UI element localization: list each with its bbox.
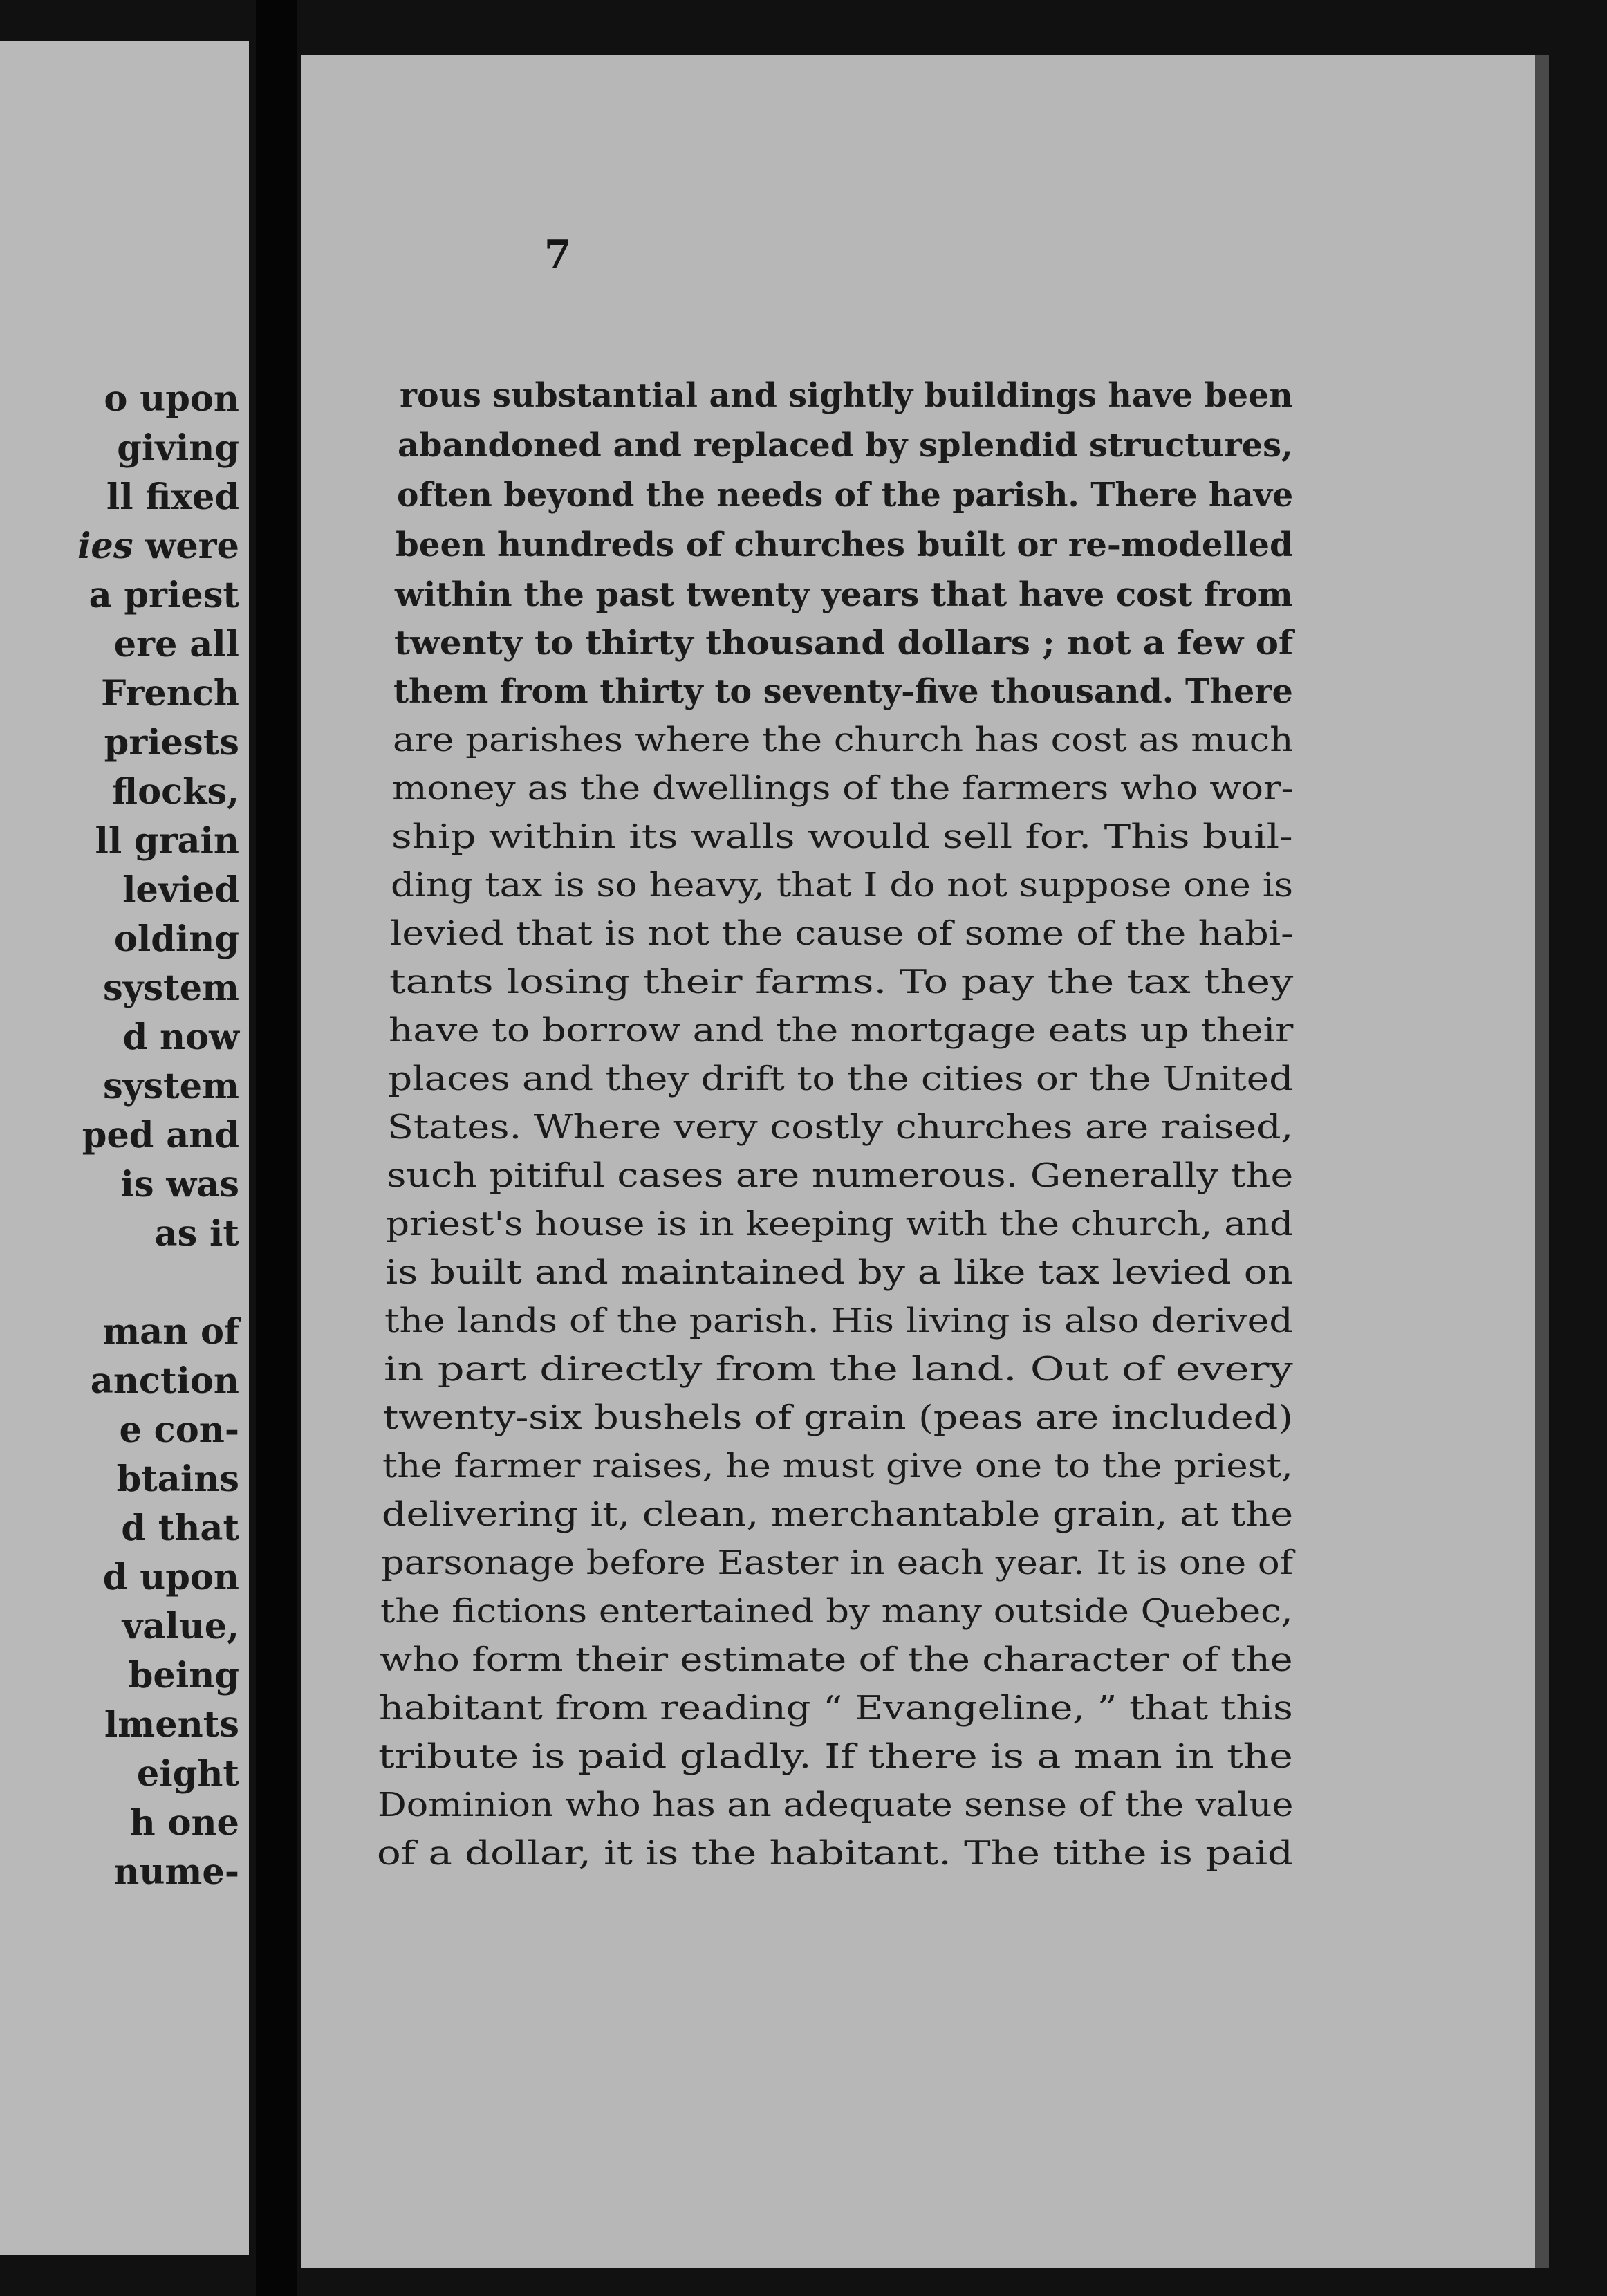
left-line bbox=[77, 526, 239, 567]
left-line: being bbox=[128, 1655, 239, 1696]
left-page-fragment bbox=[0, 41, 249, 2255]
left-line: nume- bbox=[113, 1851, 239, 1893]
left-line: ere all bbox=[113, 624, 239, 665]
text-line: twenty-six bushels of grain (peas are included) bbox=[383, 1398, 1293, 1437]
text-line: been hundreds of churches built or re-modelled bbox=[396, 526, 1293, 564]
left-line: system bbox=[102, 968, 239, 1009]
left-line: d now bbox=[122, 1017, 239, 1058]
left-line: as it bbox=[154, 1213, 239, 1255]
left-line: value, bbox=[122, 1606, 239, 1647]
text-line: priest's house is in keeping with the church, and bbox=[386, 1205, 1294, 1243]
text-line: rous substantial and sightly buildings have been bbox=[400, 376, 1293, 415]
text-line: ship within its walls would sell for. This buil- bbox=[391, 817, 1293, 856]
text-line: such pitiful cases are numerous. Generally the bbox=[387, 1156, 1294, 1195]
left-line: ll fixed bbox=[106, 476, 239, 518]
left-line: levied bbox=[122, 869, 239, 911]
left-line: d upon bbox=[102, 1557, 239, 1598]
text-line: the lands of the parish. His living is also derived bbox=[384, 1302, 1293, 1340]
text-line: tribute is paid gladly. If there is a man in the bbox=[378, 1737, 1293, 1776]
page-edge-shadow bbox=[1535, 55, 1549, 2268]
left-line: French bbox=[101, 673, 239, 714]
left-line: o upon bbox=[104, 378, 239, 420]
left-line: olding bbox=[113, 918, 239, 960]
text-line: is built and maintained by a like tax levied on bbox=[385, 1253, 1293, 1292]
left-line-rest: were bbox=[133, 526, 239, 567]
text-line: have to borrow and the mortgage eats up their bbox=[389, 1011, 1294, 1050]
left-line: anction bbox=[90, 1360, 239, 1402]
page-number: 7 bbox=[544, 232, 571, 277]
left-line: is was bbox=[120, 1164, 239, 1205]
text-line: are parishes where the church has cost as much bbox=[393, 721, 1294, 759]
text-line: places and they drift to the cities or the United bbox=[388, 1059, 1294, 1098]
text-line: them from thirty to seventy-five thousand. There bbox=[393, 672, 1293, 711]
text-line: within the past twenty years that have cost from bbox=[395, 575, 1293, 614]
text-line: delivering it, clean, merchantable grain, at the bbox=[382, 1495, 1294, 1534]
text-line: levied that is not the cause of some of the habi- bbox=[390, 914, 1294, 953]
left-line: d that bbox=[121, 1508, 239, 1549]
text-line: habitant from reading “ Evangeline, ” that this bbox=[379, 1689, 1293, 1728]
left-line: lments bbox=[104, 1704, 239, 1746]
left-line: eight bbox=[136, 1753, 239, 1795]
text-line: twenty to thirty thousand dollars ; not a few of bbox=[394, 624, 1294, 663]
left-line: system bbox=[102, 1066, 239, 1107]
left-line: a priest bbox=[89, 575, 239, 616]
text-line: ding tax is so heavy, that I do not suppose one is bbox=[391, 866, 1294, 905]
text-line: Dominion who has an adequate sense of the value bbox=[378, 1786, 1294, 1824]
text-line: abandoned and replaced by splendid structures, bbox=[398, 426, 1293, 465]
text-line: who form their estimate of the character of the bbox=[380, 1640, 1293, 1679]
text-line: money as the dwellings of the farmers who wor- bbox=[392, 769, 1294, 808]
text-line: States. Where very costly churches are raised, bbox=[387, 1108, 1294, 1147]
left-line-italic: ies bbox=[77, 526, 133, 567]
left-line: btains bbox=[116, 1459, 239, 1500]
text-line: the farmer raises, he must give one to the priest, bbox=[382, 1447, 1293, 1485]
text-line: often beyond the needs of the parish. There have bbox=[397, 476, 1294, 515]
left-line: ll grain bbox=[95, 820, 239, 862]
text-line: of a dollar, it is the habitant. The tithe is paid bbox=[377, 1834, 1293, 1873]
left-line: ped and bbox=[82, 1115, 239, 1156]
text-line: in part directly from the land. Out of every bbox=[384, 1350, 1293, 1389]
text-line: tants losing their farms. To pay the tax they bbox=[389, 963, 1294, 1001]
left-line: flocks, bbox=[112, 771, 239, 813]
left-line: h one bbox=[129, 1802, 239, 1844]
left-line: man of bbox=[102, 1311, 239, 1353]
text-line: parsonage before Easter in each year. It is one of bbox=[381, 1544, 1294, 1582]
left-line: giving bbox=[117, 427, 239, 469]
text-line: the fictions entertained by many outside Quebec, bbox=[380, 1592, 1293, 1631]
left-line: e con- bbox=[119, 1409, 239, 1451]
binding-gutter bbox=[256, 0, 297, 2296]
left-line: priests bbox=[104, 722, 239, 763]
